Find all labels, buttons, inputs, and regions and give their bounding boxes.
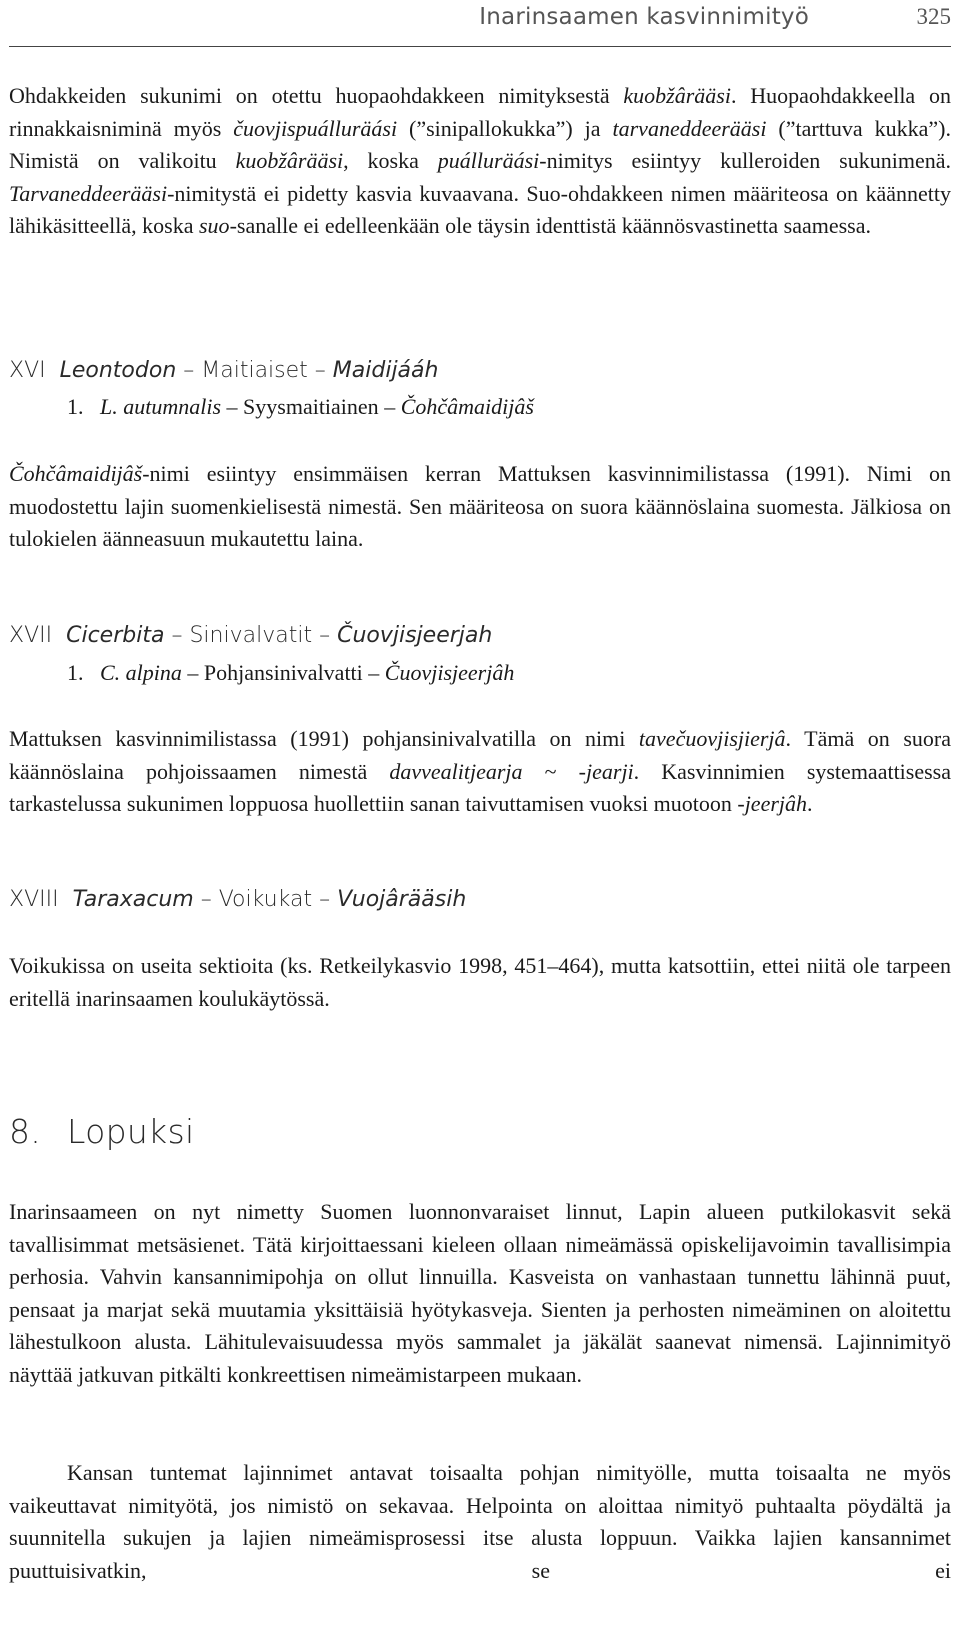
paragraph-cicerbita: Mattuksen kasvinnimilistassa (1991) pohjansinivalvatilla on nimi tavečuovjisjierjâ. Tämä on suora käännöslaina pohjoissaamen nimestä davvealitjearja ~ -jearji. Kasvinnimien systemaattisessa tarkastelussa sukunimen loppuosa huollettiin sanan taivuttamisen vuoksi muotoon -jeerjâh. (9, 726, 952, 817)
species-leontodon-autumnalis: 1. L. autumnalis – Syysmaitiainen – Čohčâmaidijâš (67, 394, 534, 419)
paragraph-leontodon: Čohčâmaidijâš-nimi esiintyy ensimmäisen kerran Mattuksen kasvinnimilistassa (1991). Nimi on muodostettu lajin suomenkielisestä nimestä. Sen määriteosa on suora käännöslaina suomesta. Jälkiosa on tulokielen äänneasuun mukautettu laina. (9, 461, 951, 552)
paragraph-conclusion-1: Inarinsaameen on nyt nimetty Suomen luonnonvaraiset linnut, Lapin alueen putkilokasvit sekä tavallisimmat metsäsienet. Tätä kirjoittaessani kieleen ollaan nimeämässä opiskelijavoimin tavallisimpia perhosia. Vahvin kansannimipohja on ollut linnuilla. Kasveista on vanhastaan tunnettu lähinnä puut, pensaat ja marjat sekä muutamia yksittäisiä hyötykasveja. Sienten ja perhosten nimeäminen on aloitettu lähestulkoon alusta. Lähitulevaisuudessa myös sammalet ja jäkälät saanevat nimensä. Lajinnimityö näyttää jatkuvan pitkälti konkreettisen nimeämistarpeen mukaan. (9, 1199, 951, 1387)
section-heading-taraxacum: XVIII Taraxacum – Voikukat – Vuojârääsih (9, 887, 467, 912)
species-cicerbita-alpina: 1. C. alpina – Pohjansinivalvatti – Čuovjisjeerjâh (67, 660, 515, 685)
section-heading-leontodon: XVI Leontodon – Maitiaiset – Maidijááh (9, 358, 439, 383)
paragraph-taraxacum: Voikukissa on useita sektioita (ks. Retkeilykasvio 1998, 451–464), mutta katsottiin, ettei niitä ole tarpeen eritellä inarinsaamen koulukäytössä. (9, 953, 951, 1011)
running-header (9, 2, 951, 46)
page-number: 325 (916, 4, 951, 29)
chapter-heading (9, 1112, 194, 1151)
chapter-number: 8. (9, 1112, 42, 1151)
paragraph-conclusion-2: Kansan tuntemat lajinnimet antavat toisaalta pohjan nimityölle, mutta toisaalta ne myös vaikeuttavat nimityötä, jos nimistö on sekavaa. Helpointa on aloittaa nimityö puhtaalta pöydältä ja suunnitella sukujen ja lajien nimeämisprosessi itse alusta loppuun. Vaikka lajien kansannimet puuttuisivatkin, se ei (9, 1460, 951, 1583)
chapter-title: Lopuksi (67, 1112, 195, 1151)
running-title: Inarinsaamen kasvinnimityö (479, 4, 809, 30)
section-heading-cicerbita: XVII Cicerbita – Sinivalvatit – Čuovjisjeerjah (9, 623, 493, 648)
paragraph-thistles: Ohdakkeiden sukunimi on otettu huopaohdakkeen nimityksestä kuobžârääsi. Huopaohdakkeella on rinnakkaisniminä myös čuovjispuálluräási (”sinipallokukka”) ja tarvaneddeerääsi (”tarttuva kukka”). Nimistä on valikoitu kuobžârääsi, koska puálluräási-nimitys esiintyy kulleroiden sukunimenä. Tarvaneddeerääsi-nimitystä ei pidetty kasvia kuvaavana. Suo-ohdakkeen nimen määriteosa on käännetty lähikäsitteellä, koska suo-sanalle ei edelleenkään ole täysin identtistä käännösvastinetta saamessa. (9, 83, 951, 239)
header-rule (9, 46, 951, 47)
